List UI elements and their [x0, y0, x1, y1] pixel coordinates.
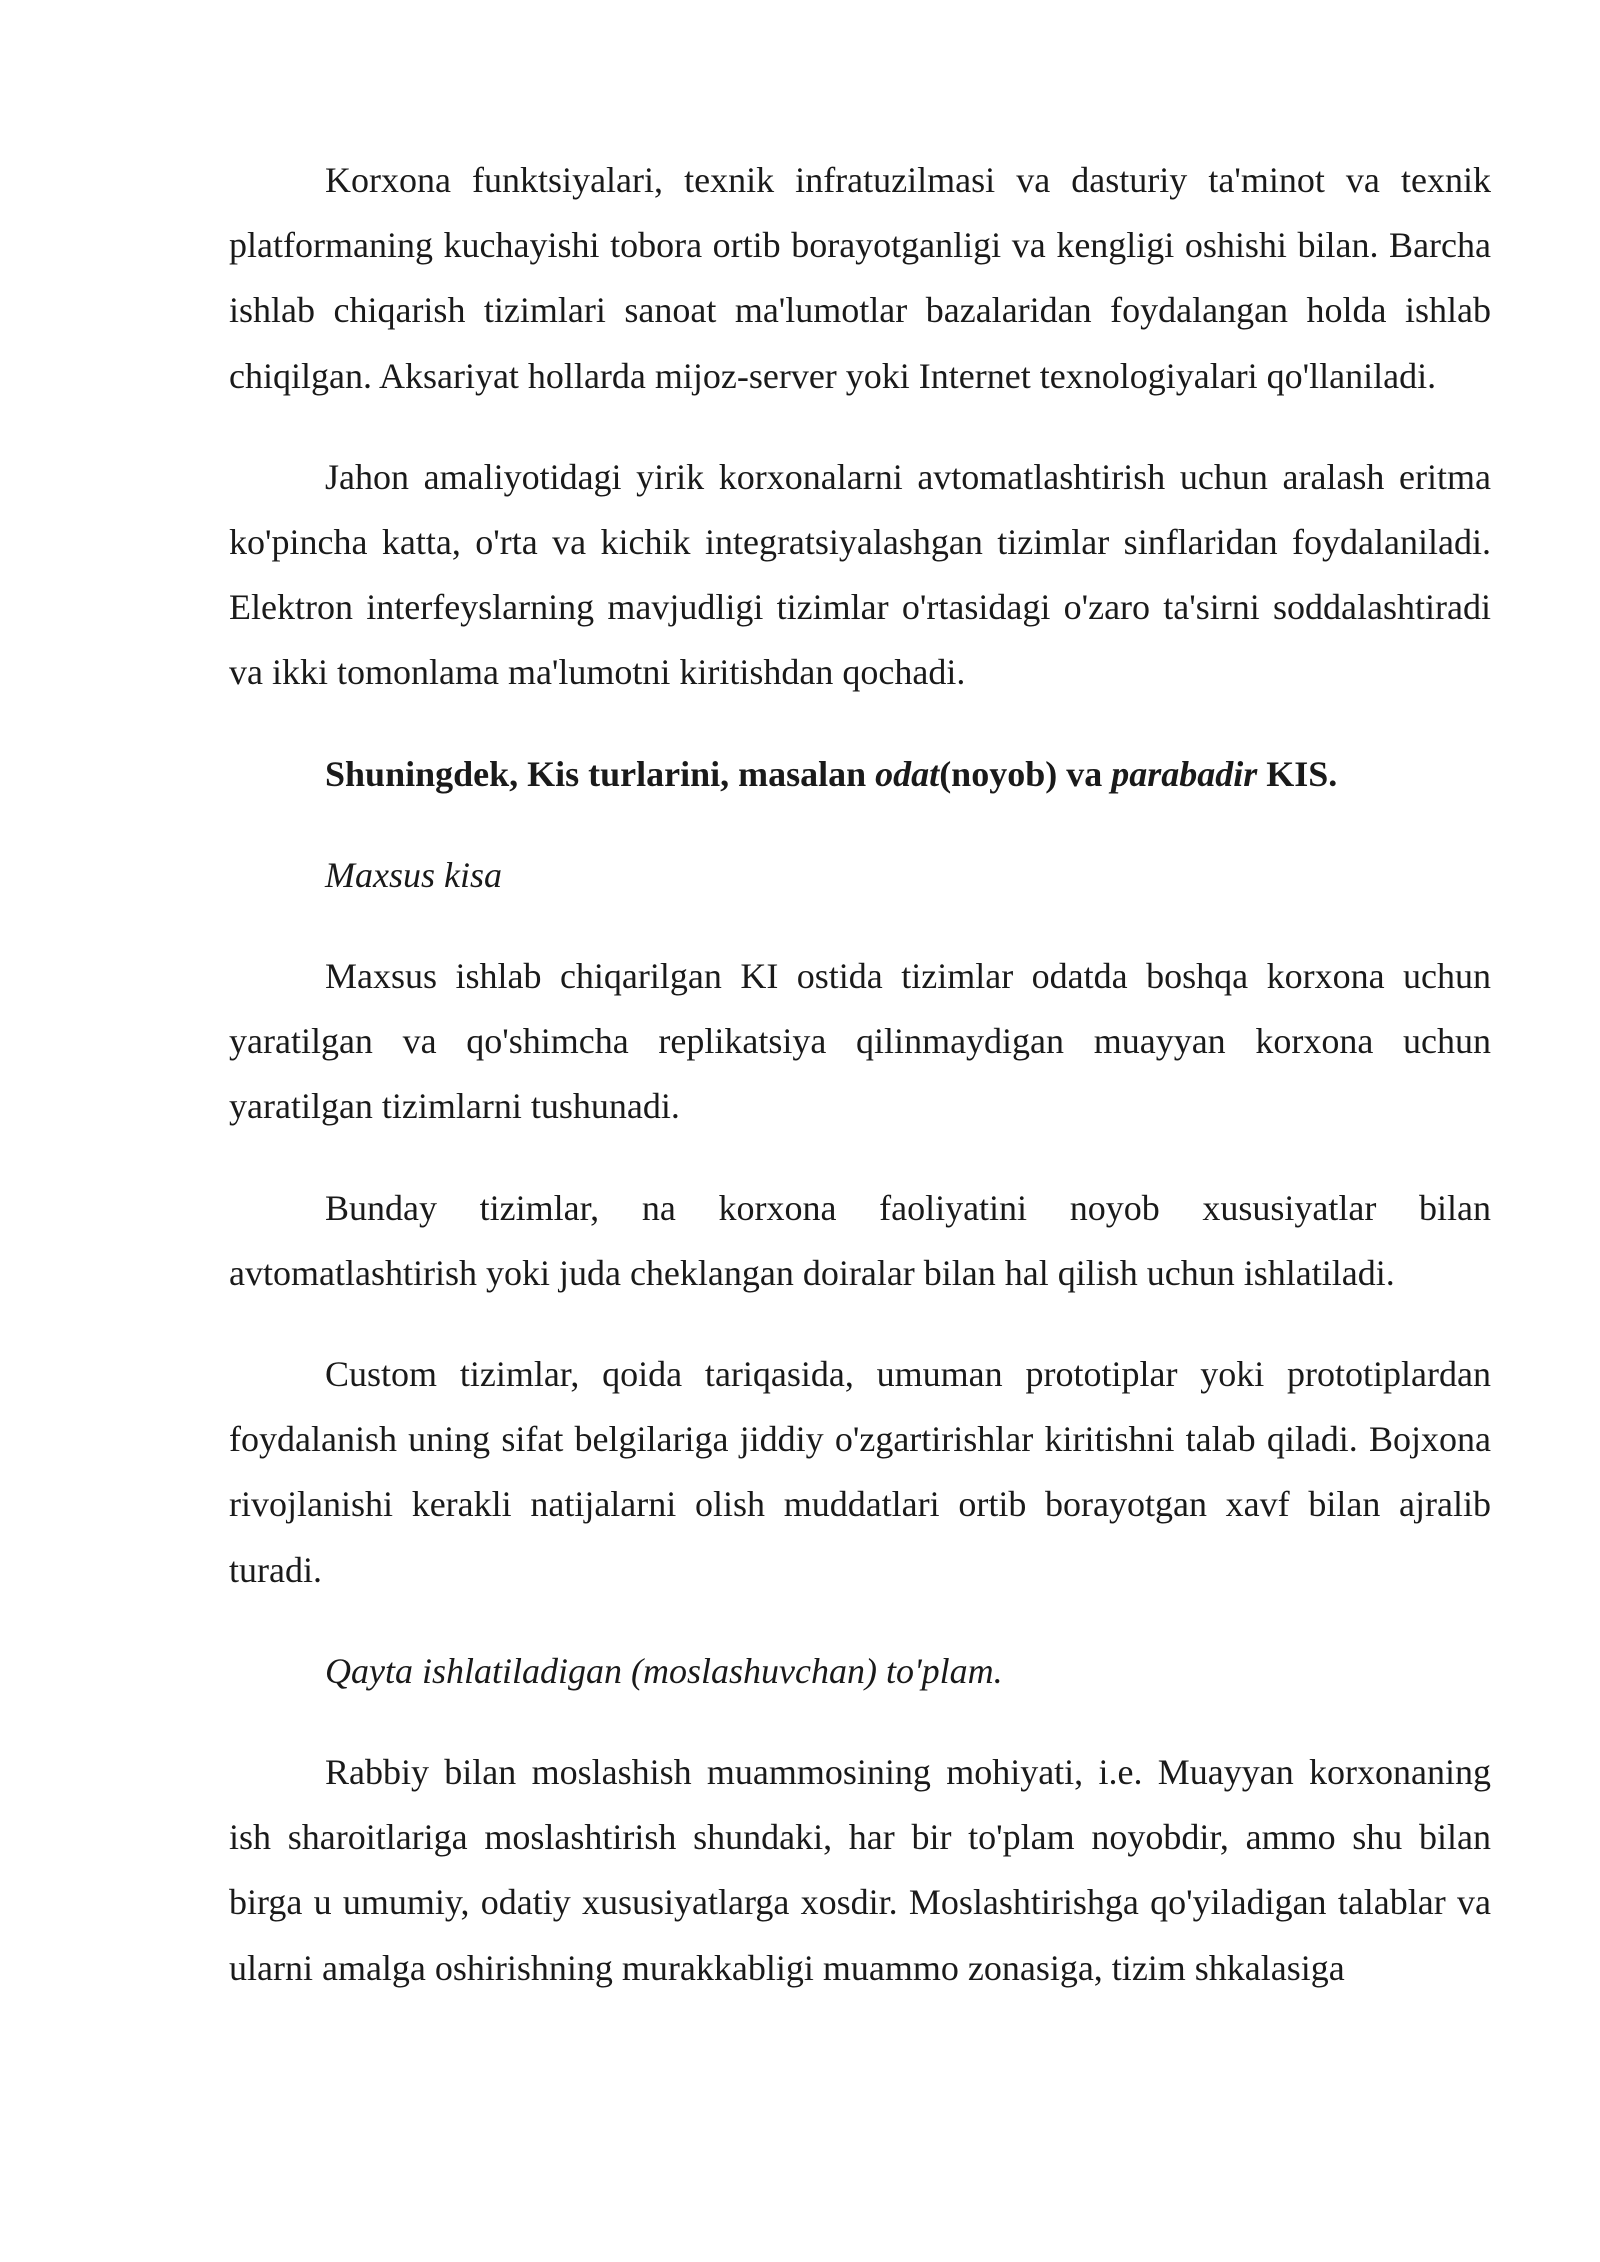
paragraph-custom-definition: Maxsus ishlab chiqarilgan KI ostida tizimlar odatda boshqa korxona uchun yaratilgan va qo'shimcha replikatsiya qilinmaydigan muayyan korxona uchun yaratilgan tizimlarni tushunadi. [229, 956, 1491, 1127]
paragraph-custom-prototypes: Custom tizimlar, qoida tariqasida, umuman prototiplar yoki prototiplardan foydalanish uning sifat belgilariga jiddiy o'zgartirishlar kiritishni talab qiladi. Bojxona rivojlanishi kerakli natijalarni olish muddatlari ortib borayotgan xavf bilan ajralib turadi. [229, 1354, 1491, 1590]
subheading-reusable-package: Qayta ishlatiladigan (moslashuvchan) to'plam. [325, 1650, 1003, 1691]
paragraph-custom-usage: Bunday tizimlar, na korxona faoliyatini noyob xususiyatlar bilan avtomatlashtirish yoki juda cheklangan doiralar bilan hal qilish uchun ishlatiladi. [229, 1187, 1491, 1293]
section-heading-kis-types [229, 742, 1491, 807]
heading-text-part: KIS. [1257, 753, 1338, 794]
heading-italic-term: odat [875, 753, 940, 794]
paragraph-adaptation: Rabbiy bilan moslashish muammosining mohiyati, i.e. Muayyan korxonaning ish sharoitlariga moslashtirish shundaki, har bir to'plam noyobdir, ammo shu bilan birga u umumiy, odatiy xususiyatlarga xosdir. Moslashtirishga qo'yiladigan talablar va ularni amalga oshirishning murakkabligi muammo zonasiga, tizim shkalasiga [229, 1752, 1491, 1988]
heading-text-part: Shuningdek, Kis turlarini, masalan [325, 753, 876, 794]
paragraph-automation: Jahon amaliyotidagi yirik korxonalarni avtomatlashtirish uchun aralash eritma ko'pincha katta, o'rta va kichik integratsiyalashgan tizimlar sinflaridan foydalaniladi. Elektron interfeyslarning mavjudligi tizimlar o'rtasidagi o'zaro ta'sirni soddalashtiradi va ikki tomonlama ma'lumotni kiritishdan qochadi. [229, 456, 1491, 693]
heading-italic-term: parabadir [1111, 753, 1258, 794]
paragraph-infrastructure: Korxona funktsiyalari, texnik infratuzilmasi va dasturiy ta'minot va texnik platformaning kuchayishi tobora ortib borayotganligi va kengligi oshishi bilan. Barcha ishlab chiqarish tizimlari sanoat ma'lumotlar bazalaridan foydalangan holda ishlab chiqilgan. Aksariyat hollarda mijoz-server yoki Internet texnologiyalari qo'llaniladi. [229, 160, 1491, 396]
heading-text-part: (noyob) va [939, 753, 1112, 794]
document-page [229, 148, 1491, 2001]
subheading-custom-kis: Maxsus kisa [325, 854, 502, 895]
